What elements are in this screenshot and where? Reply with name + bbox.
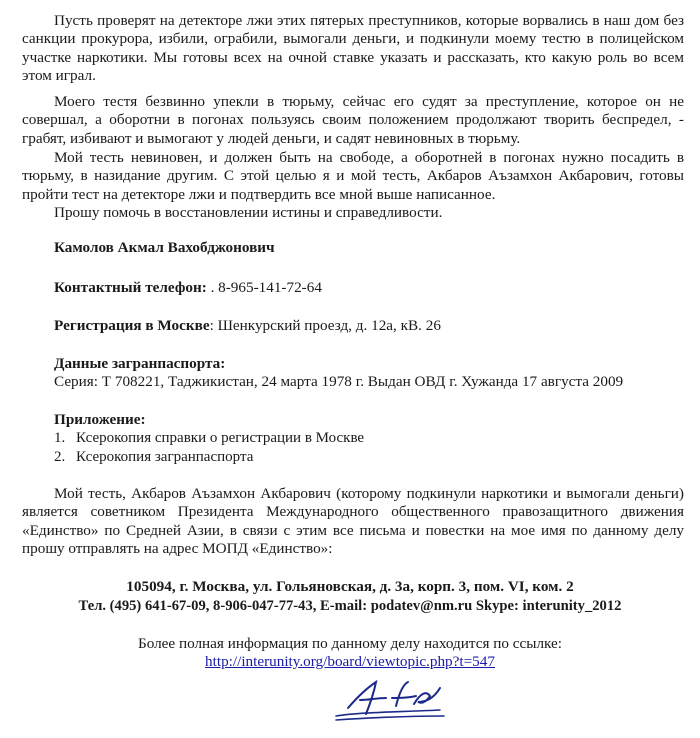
paragraph-3-text: Мой тесть невиновен, и должен быть на свободе, а оборотней в погонах нужно посадить в тюрьму, в назидание другим. С этой целью я и мой тесть, Акбаров Аъзамхон Акбарович, готовы пройти тест на детекторе лжи и подтвердить все мной выше написанное. [22,149,684,203]
address-line: 105094, г. Москва, ул. Гольяновская, д. 3а, корп. 3, пом. VI, ком. 2 [126,578,574,595]
link-line [0,653,700,671]
closing-paragraph [22,485,684,558]
attachment-item-1-num: 1. [54,430,66,446]
phone-label: Контактный телефон: [54,279,207,296]
attachment-item-1 [54,429,364,447]
contacts-line: Тел. (495) 641-67-09, 8-906-047-77-43, E-mail: podatev@nm.ru Skype: interunity_2012 [78,598,622,614]
registration-value: : Шенкурский проезд, д. 12а, кВ. 26 [209,317,441,334]
closing-paragraph-text: Мой тесть, Акбаров Аъзамхон Акбарович (которому подкинули наркотики и вымогали деньги) является советником Президента Международного общественного правозащитного движения «Единство» по Средней Азии, в связи с этим все письма и повестки на мое имя по данному делу прошу отправлять на адрес МОПД «Единство»: [22,485,684,557]
attachment-item-2-num: 2. [54,449,66,465]
attachment-label: Приложение: [54,411,146,428]
more-info-text: Более полная информация по данному делу находится по ссылке: [137,635,563,652]
attachment-item-2 [54,448,253,466]
attachment-item-2-text: Ксерокопия загранпаспорта [76,449,254,465]
paragraph-1 [22,12,684,85]
attachment-item-1-text: Ксерокопия справки о регистрации в Москве [76,430,365,446]
phone-value: . 8-965-141-72-64 [206,279,322,296]
paragraph-2-text: Моего тестя безвинно упекли в тюрьму, сейчас его судят за преступление, которое он не совершал, а оборотни в погонах пользуясь своим положением продолжают творить беспредел, - грабят, избивают и вымогают у людей деньги, и садят невиновных в тюрьму. [22,93,684,147]
paragraph-1-text: Пусть проверят на детекторе лжи этих пятерых преступников, которые ворвались в наш дом без санкции прокурора, избили, ограбили, вымогали деньги, и подкинули моему тестю в полицейском участке наркотики. Мы готовы всех на очной ставке указать и рассказать, кто какую роль во всем этом играл. [22,12,684,84]
paragraph-4-text: Прошу помочь в восстановлении истины и справедливости. [54,204,443,221]
paragraph-4 [22,204,684,222]
signer-name: Камолов Акмал Вахобджонович [54,239,275,256]
handwritten-signature [330,676,460,728]
registration-label: Регистрация в Москве [54,317,210,334]
paragraph-3 [22,149,684,204]
registration-line [54,317,441,335]
phone-line [54,279,322,297]
passport-value: Серия: Т 708221, Таджикистан, 24 марта 1978 г. Выдан ОВД г. Хужанда 17 августа 2009 [54,373,624,390]
paragraph-2 [22,93,684,148]
passport-label: Данные загранпаспорта: [54,355,226,372]
topic-link[interactable]: http://interunity.org/board/viewtopic.php?t=547 [205,653,495,670]
